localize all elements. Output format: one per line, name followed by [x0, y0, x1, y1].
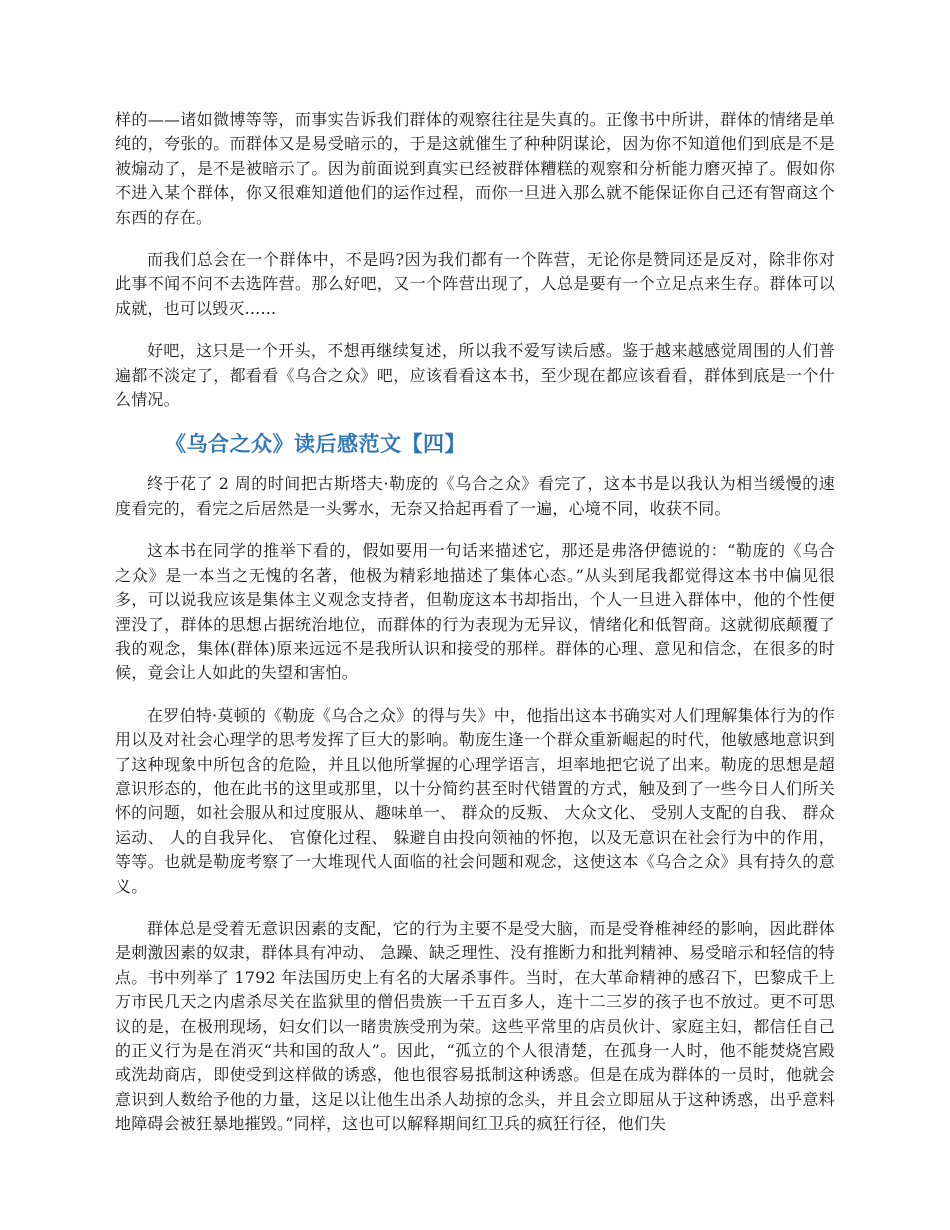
paragraph: 在罗伯特·莫顿的《勒庞《乌合之众》的得与失》中，他指出这本书确实对人们理解集体行为的作用以及对社会心理学的思考发挥了巨大的影响。勒庞生逢一个群众重新崛起的时代，他敏感地意识到了这种现象中所包含的危险，并且以他所掌握的心理学语言，坦率地把它说了出来。勒庞的思想是超意识形态的，他在此书的这里或那里，以十分简约甚至时代错置的方式，触及到了一些今日人们所关怀的问题，如社会服从和过度服从、趣味单一、 群众的反叛、 大众文化、 受别人支配的自我、 群众运动、 人的自我异化、 官僚化过程、 躲避自由投向领袖的怀抱，以及无意识在社会行为中的作用，等等。也就是勒庞考察了一大堆现代人面临的社会问题和观念，这使这本《乌合之众》具有持久的意义。	[115, 705, 835, 896]
paragraph: 群体总是受着无意识因素的支配，它的行为主要不是受大脑，而是受脊椎神经的影响，因此群体是刺激因素的奴隶，群体具有冲动、 急躁、缺乏理性、没有推断力和批判精神、易受暗示和轻信的特点。书中列举了 1792 年法国历史上有名的大屠杀事件。当时，在大革命精神的感召下，巴黎成千上万市民几天之内虐杀尽关在监狱里的僧侣贵族一千五百多人，连十二三岁的孩子也不放过。更不可思议的是，在极刑现场，妇女们以一睹贵族受刑为荣。这些平常里的店员伙计、家庭主妇，都信任自己的正义行为是在消灭“共和国的敌人”。因此，“孤立的个人很清楚，在孤身一人时，他不能焚烧宫殿或洗劫商店，即使受到这样做的诱惑，他也很容易抵制这种诱惑。但是在成为群体的一员时，他就会意识到人数给予他的力量，这足以让他生出杀人劫掠的念头，并且会立即屈从于这种诱惑，出乎意料地障碍会被狂暴地摧毁。”同样，这也可以解释期间红卫兵的疯狂行径，他们失	[115, 918, 835, 1134]
paragraph: 这本书在同学的推举下看的，假如要用一句话来描述它，那还是弗洛伊德说的：“勒庞的《乌合之众》是一本当之无愧的名著，他极为精彩地描述了集体心态。”从头到尾我都觉得这本书中偏见很多，可以说我应该是集体主义观念支持者，但勒庞这本书却指出，个人一旦进入群体中，他的个性便湮没了，群体的思想占据统治地位，而群体的行为表现为无异议，情绪化和低智商。这就彻底颠覆了我的观念，集体(群体)原来远远不是我所认识和接受的那样。群体的心理、意见和信念，在很多的时候，竟会让人如此的失望和害怕。	[115, 541, 835, 683]
paragraph: 终于花了 2 周的时间把古斯塔夫·勒庞的《乌合之众》看完了，这本书是以我认为相当缓慢的速度看完的，看完之后居然是一头雾水，无奈又拾起再看了一遍，心境不同，收获不同。	[115, 474, 835, 518]
section-heading: 《乌合之众》读后感范文【四】	[165, 432, 466, 457]
paragraph: 而我们总会在一个群体中，不是吗?因为我们都有一个阵营，无论你是赞同还是反对，除非你对此事不闻不问不去选阵营。那么好吧，又一个阵营出现了，人总是要有一个立足点来生存。群体可以成就，也可以毁灭......	[115, 250, 835, 318]
paragraph-continued: 样的——诸如微博等等，而事实告诉我们群体的观察往往是失真的。正像书中所讲，群体的情绪是单纯的，夸张的。而群体又是易受暗示的，于是这就催生了种种阴谋论，因为你不知道他们到底是不是被煽动了，是不是被暗示了。因为前面说到真实已经被群体糟糕的观察和分析能力磨灭掉了。假如你不进入某个群体，你又很难知道他们的运作过程，而你一旦进入那么就不能保证你自己还有智商这个东西的存在。	[115, 110, 835, 227]
paragraph: 好吧，这只是一个开头，不想再继续复述，所以我不爱写读后感。鉴于越来越感觉周围的人们普遍都不淡定了，都看看《乌合之众》吧，应该看看这本书，至少现在都应该看看，群体到底是一个什么情况。	[115, 341, 835, 410]
